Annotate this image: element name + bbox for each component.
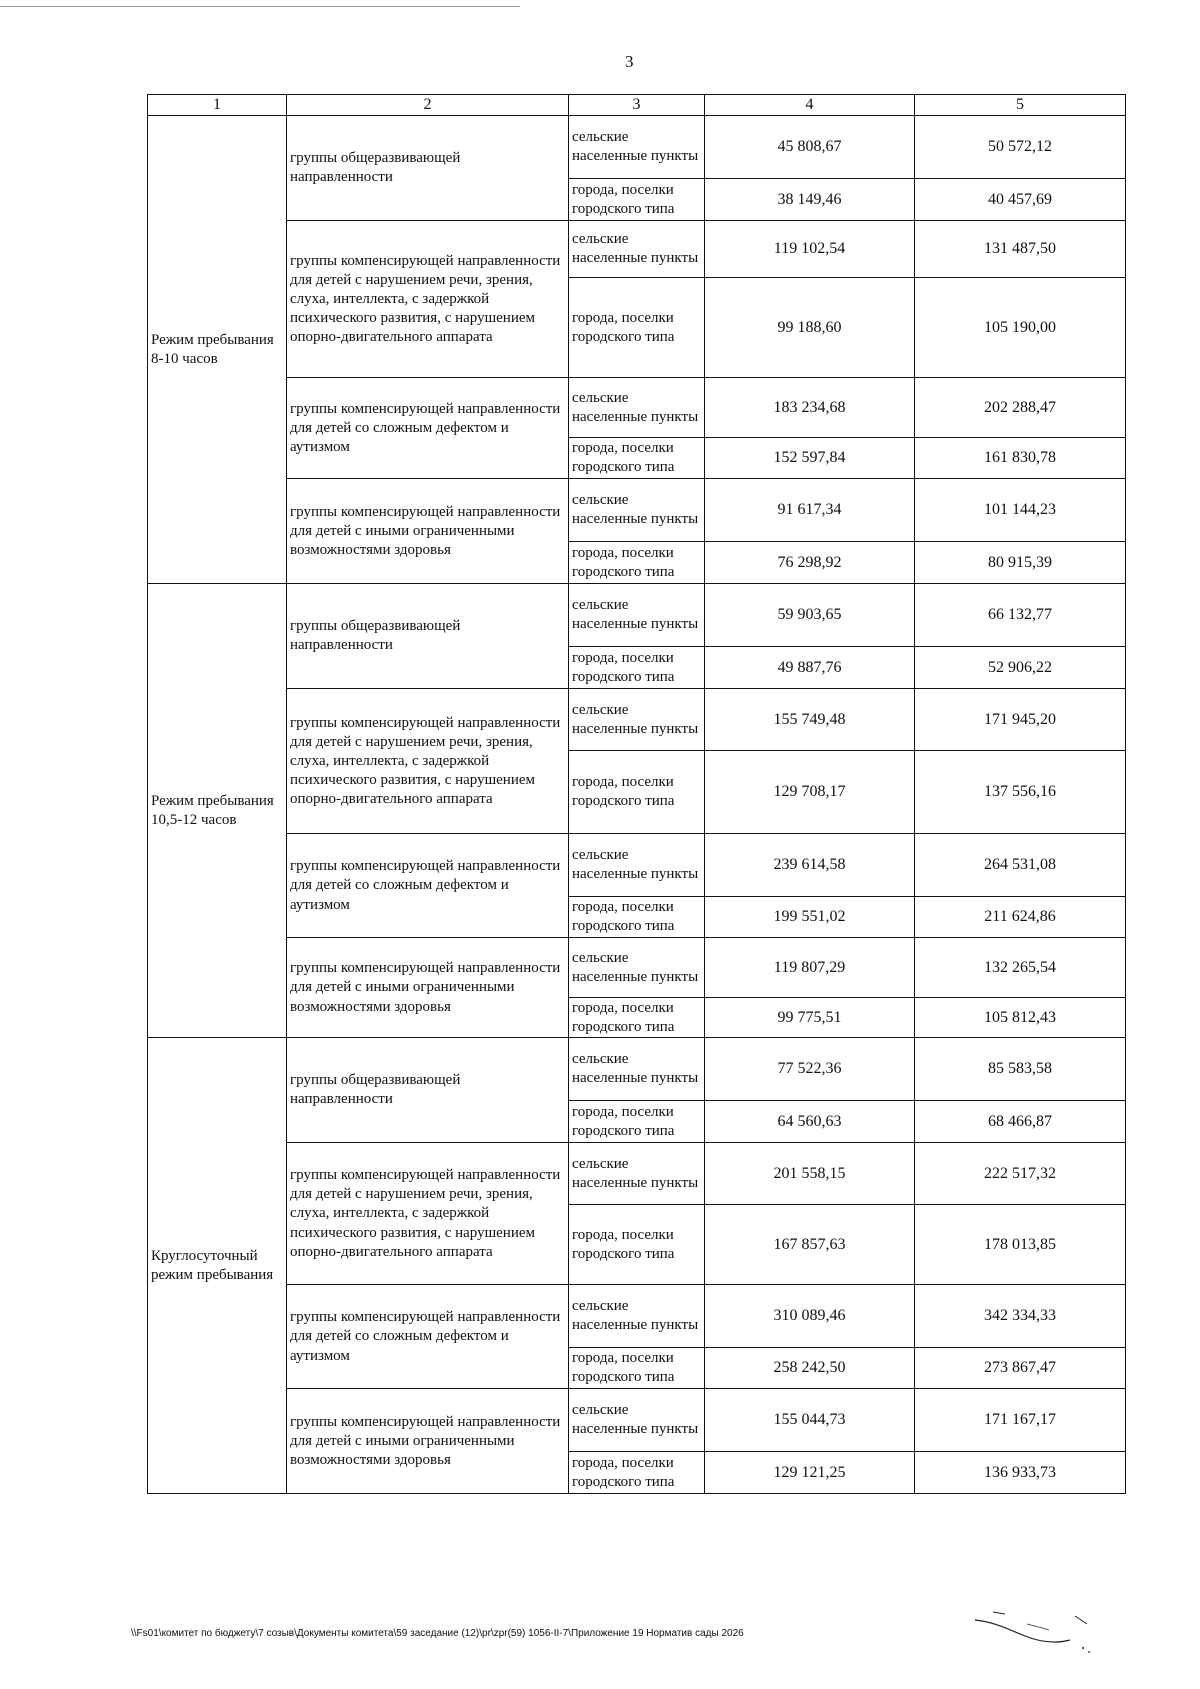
table-row	[148, 479, 1126, 542]
value-col-4: 38 149,46	[705, 179, 915, 221]
group-label: группы общеразвивающей направленности	[287, 116, 569, 221]
page-number: 3	[625, 52, 634, 71]
value-col-5: 105 812,43	[915, 998, 1126, 1038]
table-row	[148, 834, 1126, 897]
settlement-label: города, поселки городского типа	[569, 1452, 705, 1494]
value-col-4: 199 551,02	[705, 897, 915, 938]
table-row	[148, 378, 1126, 438]
settlement-label: города, поселки городского типа	[569, 647, 705, 689]
value-col-5: 222 517,32	[915, 1143, 1126, 1205]
settlement-label: сельские населенные пункты	[569, 584, 705, 647]
group-label: группы компенсирующей направленности для детей со сложным дефектом и аутизмом	[287, 1285, 569, 1389]
group-label: группы компенсирующей направленности для детей с иными ограниченными возможностями здоровья	[287, 479, 569, 584]
settlement-label: города, поселки городского типа	[569, 1101, 705, 1143]
group-label: группы компенсирующей направленности для детей с иными ограниченными возможностями здоровья	[287, 1389, 569, 1494]
value-col-5: 105 190,00	[915, 278, 1126, 378]
group-label: группы компенсирующей направленности для детей с нарушением речи, зрения, слуха, интеллекта, с задержкой психического развития, с нарушением опорно-двигательного аппарата	[287, 689, 569, 834]
settlement-label: сельские населенные пункты	[569, 1038, 705, 1101]
value-col-4: 258 242,50	[705, 1348, 915, 1389]
value-col-4: 99 188,60	[705, 278, 915, 378]
table-row	[148, 1285, 1126, 1348]
value-col-4: 91 617,34	[705, 479, 915, 542]
table-row	[148, 689, 1126, 751]
normative-table	[147, 94, 1126, 1494]
value-col-4: 129 121,25	[705, 1452, 915, 1494]
table-row	[148, 221, 1126, 278]
value-col-5: 68 466,87	[915, 1101, 1126, 1143]
regime-label: Круглосуточный режим пребывания	[148, 1038, 287, 1494]
value-col-5: 132 265,54	[915, 938, 1126, 998]
table-row	[148, 1389, 1126, 1452]
value-col-4: 99 775,51	[705, 998, 915, 1038]
value-col-4: 129 708,17	[705, 751, 915, 834]
settlement-label: города, поселки городского типа	[569, 1348, 705, 1389]
table-row	[148, 584, 1126, 647]
value-col-4: 167 857,63	[705, 1205, 915, 1285]
value-col-5: 137 556,16	[915, 751, 1126, 834]
value-col-4: 201 558,15	[705, 1143, 915, 1205]
group-label: группы компенсирующей направленности для детей со сложным дефектом и аутизмом	[287, 834, 569, 938]
group-label: группы общеразвивающей направленности	[287, 1038, 569, 1143]
table-row	[148, 116, 1126, 179]
value-col-4: 76 298,92	[705, 542, 915, 584]
value-col-5: 171 167,17	[915, 1389, 1126, 1452]
value-col-4: 49 887,76	[705, 647, 915, 689]
settlement-label: города, поселки городского типа	[569, 751, 705, 834]
value-col-4: 239 614,58	[705, 834, 915, 897]
value-col-5: 136 933,73	[915, 1452, 1126, 1494]
settlement-label: города, поселки городского типа	[569, 542, 705, 584]
value-col-5: 211 624,86	[915, 897, 1126, 938]
value-col-5: 202 288,47	[915, 378, 1126, 438]
table-row	[148, 938, 1126, 998]
value-col-4: 155 749,48	[705, 689, 915, 751]
value-col-5: 50 572,12	[915, 116, 1126, 179]
value-col-5: 80 915,39	[915, 542, 1126, 584]
regime-label: Режим пребывания 10,5-12 часов	[148, 584, 287, 1038]
settlement-label: сельские населенные пункты	[569, 689, 705, 751]
header-row	[148, 95, 1126, 116]
value-col-5: 40 457,69	[915, 179, 1126, 221]
file-path-footer: \\Fs01\комитет по бюджету\7 созыв\Документы комитета\59 заседание (12)\pr\zpr(59) 1056-II-7\Приложение 19 Норматив сады 2026	[131, 1628, 744, 1639]
value-col-5: 66 132,77	[915, 584, 1126, 647]
settlement-label: сельские населенные пункты	[569, 378, 705, 438]
value-col-4: 183 234,68	[705, 378, 915, 438]
signature	[965, 1600, 1105, 1660]
settlement-label: сельские населенные пункты	[569, 1143, 705, 1205]
value-col-5: 178 013,85	[915, 1205, 1126, 1285]
group-label: группы компенсирующей направленности для детей со сложным дефектом и аутизмом	[287, 378, 569, 479]
value-col-5: 52 906,22	[915, 647, 1126, 689]
settlement-label: города, поселки городского типа	[569, 897, 705, 938]
settlement-label: сельские населенные пункты	[569, 116, 705, 179]
value-col-4: 59 903,65	[705, 584, 915, 647]
header-col-5: 5	[915, 95, 1126, 116]
header-col-1: 1	[148, 95, 287, 116]
header-col-4: 4	[705, 95, 915, 116]
group-label: группы общеразвивающей направленности	[287, 584, 569, 689]
table-row	[148, 1143, 1126, 1205]
value-col-5: 85 583,58	[915, 1038, 1126, 1101]
header-col-3: 3	[569, 95, 705, 116]
value-col-5: 171 945,20	[915, 689, 1126, 751]
value-col-5: 131 487,50	[915, 221, 1126, 278]
value-col-4: 119 807,29	[705, 938, 915, 998]
value-col-4: 77 522,36	[705, 1038, 915, 1101]
header-col-2: 2	[287, 95, 569, 116]
settlement-label: сельские населенные пункты	[569, 834, 705, 897]
settlement-label: города, поселки городского типа	[569, 438, 705, 479]
group-label: группы компенсирующей направленности для детей с нарушением речи, зрения, слуха, интеллекта, с задержкой психического развития, с нарушением опорно-двигательного аппарата	[287, 1143, 569, 1285]
settlement-label: сельские населенные пункты	[569, 1389, 705, 1452]
scan-artifact-line	[0, 6, 520, 7]
settlement-label: города, поселки городского типа	[569, 1205, 705, 1285]
settlement-label: города, поселки городского типа	[569, 179, 705, 221]
settlement-label: сельские населенные пункты	[569, 479, 705, 542]
regime-label: Режим пребывания 8-10 часов	[148, 116, 287, 584]
settlement-label: города, поселки городского типа	[569, 278, 705, 378]
value-col-5: 342 334,33	[915, 1285, 1126, 1348]
value-col-5: 101 144,23	[915, 479, 1126, 542]
table-row	[148, 1038, 1126, 1101]
settlement-label: сельские населенные пункты	[569, 938, 705, 998]
value-col-4: 45 808,67	[705, 116, 915, 179]
settlement-label: города, поселки городского типа	[569, 998, 705, 1038]
value-col-4: 155 044,73	[705, 1389, 915, 1452]
group-label: группы компенсирующей направленности для детей с иными ограниченными возможностями здоровья	[287, 938, 569, 1038]
group-label: группы компенсирующей направленности для детей с нарушением речи, зрения, слуха, интеллекта, с задержкой психического развития, с нарушением опорно-двигательного аппарата	[287, 221, 569, 378]
value-col-4: 64 560,63	[705, 1101, 915, 1143]
value-col-4: 119 102,54	[705, 221, 915, 278]
value-col-4: 152 597,84	[705, 438, 915, 479]
settlement-label: сельские населенные пункты	[569, 1285, 705, 1348]
settlement-label: сельские населенные пункты	[569, 221, 705, 278]
value-col-5: 273 867,47	[915, 1348, 1126, 1389]
value-col-5: 161 830,78	[915, 438, 1126, 479]
value-col-5: 264 531,08	[915, 834, 1126, 897]
value-col-4: 310 089,46	[705, 1285, 915, 1348]
